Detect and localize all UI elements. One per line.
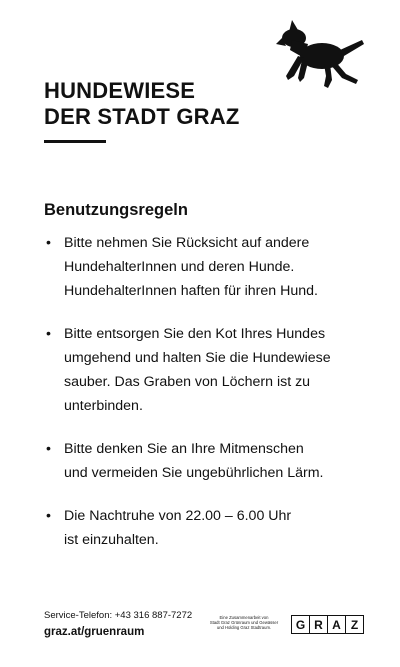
service-phone: Service-Telefon: +43 316 887-7272 bbox=[44, 610, 193, 621]
partnership-note-line: Eine Zusammenarbeit von bbox=[219, 615, 269, 620]
page-title-line-2: DER STADT GRAZ bbox=[44, 104, 240, 129]
bullet: • bbox=[46, 235, 51, 251]
rule-text-line: sauber. Das Graben von Löchern ist zu bbox=[64, 374, 311, 390]
rule-item bbox=[44, 322, 364, 418]
logo-letter: A bbox=[328, 616, 346, 633]
rule-text-line: Bitte entsorgen Sie den Kot Ihres Hundes bbox=[64, 326, 326, 342]
title-underline bbox=[44, 140, 106, 143]
partnership-note-line: Stadt Graz Grünraum und Gewässer bbox=[209, 620, 279, 626]
graz-logo bbox=[291, 615, 364, 634]
bullet: • bbox=[46, 441, 51, 457]
rule-item bbox=[44, 437, 364, 485]
rule-text-line: Die Nachtruhe von 22.00 – 6.00 Uhr bbox=[64, 508, 292, 524]
page-title-line-1: HUNDEWIESE bbox=[44, 78, 196, 103]
page-title bbox=[44, 78, 240, 130]
rule-text-line: umgehend und halten Sie die Hundewiese bbox=[64, 350, 331, 366]
logo-letter: Z bbox=[350, 617, 359, 632]
partnership-note bbox=[203, 615, 285, 631]
section-heading: Benutzungsregeln bbox=[44, 201, 188, 219]
rule-item bbox=[44, 231, 364, 303]
rule-text-line: HundehalterInnen und deren Hunde. bbox=[64, 259, 295, 275]
rule-text-line: und vermeiden Sie ungebührlichen Lärm. bbox=[64, 465, 324, 481]
logo-letter: G bbox=[292, 616, 310, 633]
rule-text-line: Bitte denken Sie an Ihre Mitmenschen bbox=[64, 441, 304, 457]
rule-text-line: unterbinden. bbox=[64, 398, 143, 414]
website-link[interactable]: graz.at/gruenraum bbox=[44, 626, 145, 638]
rule-text-line: ist einzuhalten. bbox=[64, 532, 159, 548]
bullet: • bbox=[46, 508, 51, 524]
bullet: • bbox=[46, 326, 51, 342]
partnership-note-line: und Holding Graz Stadtraum. bbox=[216, 625, 272, 631]
logo-letter: R bbox=[310, 616, 328, 633]
rule-item bbox=[44, 504, 364, 552]
rule-text-line: HundehalterInnen haften für ihren Hund. bbox=[64, 283, 318, 299]
rule-text-line: Bitte nehmen Sie Rücksicht auf andere bbox=[64, 235, 310, 251]
rules-list bbox=[44, 231, 364, 571]
footer-contact bbox=[44, 610, 192, 638]
running-dog-icon bbox=[274, 18, 366, 92]
